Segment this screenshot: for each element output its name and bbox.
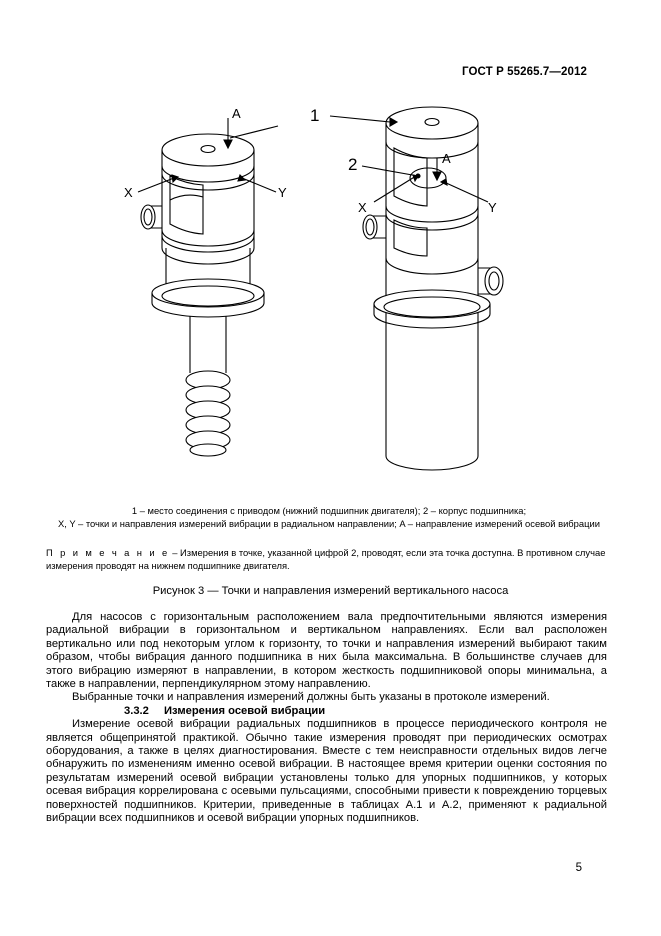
paragraph-2: Выбранные точки и направления измерений должны быть указаны в протоколе измерений. [72, 691, 550, 704]
legend-line-1: 1 – место соединения с приводом (нижний подшипник двигателя); 2 – корпус подшипника; [131, 505, 527, 516]
left-a-label: A [232, 106, 241, 121]
callout-2-label: 2 [348, 155, 358, 174]
callout-1-label: 1 [310, 106, 320, 125]
body-text [46, 611, 607, 826]
legend-line-2: X, Y – точки и направления измерений вибрации в радиальном направлении; A – направление измерений осевой вибрации [58, 518, 600, 529]
pump-figure [100, 88, 560, 500]
right-pump-drawing [362, 107, 503, 470]
figure-title: Рисунок 3 — Точки и направления измерений вертикального насоса [152, 585, 509, 597]
left-y-label: Y [278, 185, 287, 200]
figure-legend [46, 504, 612, 530]
left-x-label: X [124, 185, 133, 200]
right-x-label: X [358, 200, 367, 215]
note-label: П р и м е ч а н и е [46, 547, 170, 558]
section-title: Измерения осевой вибрации [164, 704, 326, 717]
section-number: 3.3.2 [124, 704, 149, 717]
right-a-label: A [442, 151, 451, 166]
section-heading [46, 705, 607, 718]
standard-header: ГОСТ Р 55265.7—2012 [462, 66, 587, 78]
left-pump-drawing [138, 118, 276, 456]
note-text: – Измерения в точке, указанной цифрой 2, проводят, если эта точка доступна. В противном случае измерения проводят на нижнем подшипнике двигателя. [46, 547, 606, 571]
figure-note [46, 546, 612, 572]
paragraph-3: Измерение осевой вибрации радиальных подшипников в процессе периодического контроля не является общепринятой практикой. Обычно такие измерения проводят при периодических осмотрах оборудования, а также в целях диагностирования. Вместе с тем неисправности отдельных видов легче обнаружить по изменениям именно осевой вибрации. В настоящее время критерии оценки состояния по результатам измерений осевой вибрации установлены только для упорных подшипников, у которых осевая вибрация коррелирована с осевыми пульсациями, способными привести к повреждению торцевых поверхностей подшипников. Критерии, приведенные в таблицах А.1 и А.2, применяют к радиальной вибрации всех подшипников и осевой вибрации упорных подшипников. [46, 718, 607, 825]
paragraph-1: Для насосов с горизонтальным расположением вала предпочтительными являются измерения радиальной вибрации в горизонтальном и вертикальном направлениях. Если вал расположен вертикально или под некоторым углом к горизонту, то точки и направления измерений выбирают таким образом, чтобы вибрация данного подшипника в них была максимальна. В большинстве случаев для этого вибрацию измеряют в направлении, в котором жесткость подшипниковой опоры минимальна, а также в направлении, перпендикулярном этому направлению. [46, 611, 607, 691]
right-y-label: Y [488, 200, 497, 215]
page-number: 5 [575, 862, 582, 874]
